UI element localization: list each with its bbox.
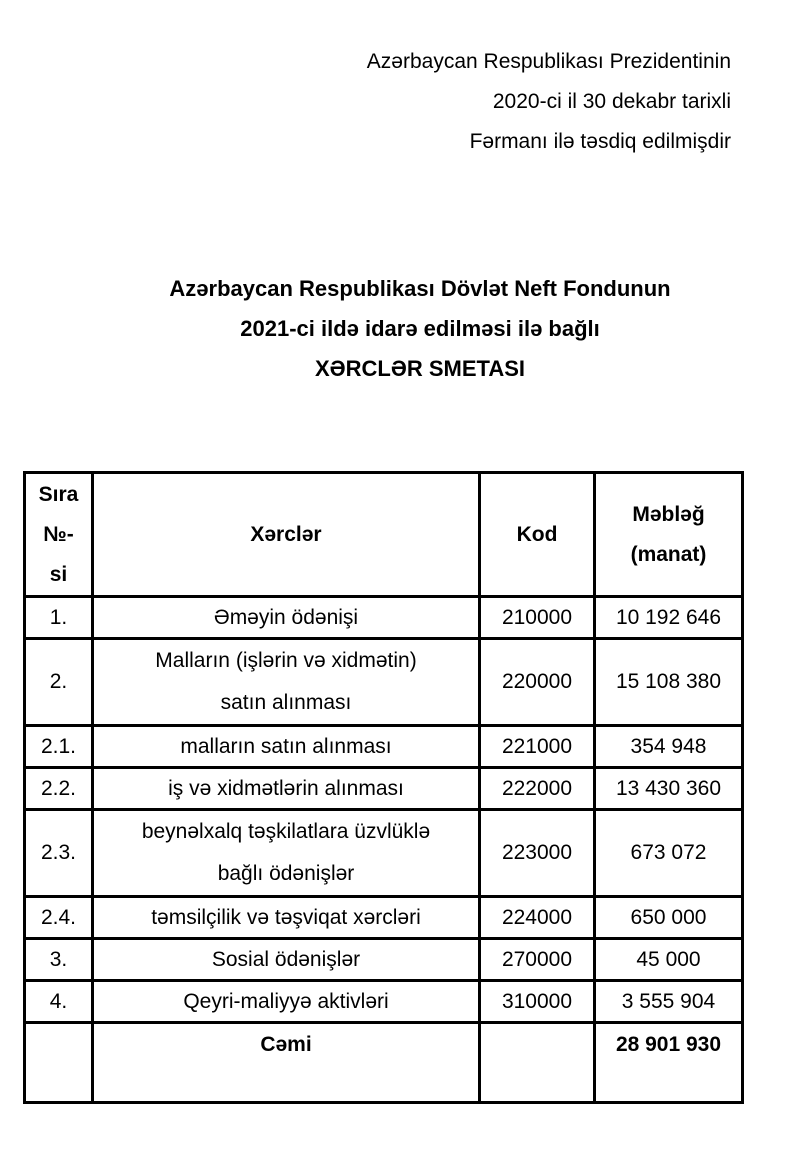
expense-amount: 13 430 360	[595, 768, 743, 810]
header-code: Kod	[480, 473, 595, 597]
approval-note-line: Fərmanı ilə təsdiq edilmişdir	[469, 130, 731, 153]
total-code-empty	[480, 1023, 595, 1103]
expense-amount: 3 555 904	[595, 981, 743, 1023]
table-row	[25, 981, 743, 1023]
expense-amount: 10 192 646	[595, 597, 743, 639]
total-row-number-empty	[25, 1023, 93, 1103]
header-sira-no-line: №-	[43, 522, 74, 546]
expense-name: təmsilçilik və təşviqat xərcləri	[93, 897, 480, 939]
expense-name-line: satın alınması	[220, 691, 352, 714]
document-title	[40, 269, 800, 389]
document-title-line: 2021-ci ildə idarə edilməsi ilə bağlı	[240, 316, 600, 341]
table-header-row	[25, 473, 743, 597]
document-title-line: XƏRCLƏR SMETASI	[315, 356, 525, 381]
table-row	[25, 597, 743, 639]
table-row	[25, 810, 743, 897]
expense-amount: 15 108 380	[595, 639, 743, 726]
row-number: 2.	[25, 639, 93, 726]
row-number: 3.	[25, 939, 93, 981]
header-amount-line: (manat)	[630, 542, 707, 566]
total-label: Cəmi	[93, 1023, 480, 1103]
expense-code: 221000	[480, 726, 595, 768]
header-sira-no	[25, 473, 93, 597]
row-number: 1.	[25, 597, 93, 639]
expense-code: 210000	[480, 597, 595, 639]
approval-note-line: 2020-ci il 30 dekabr tarixli	[492, 90, 731, 113]
expense-code: 224000	[480, 897, 595, 939]
expense-name: Sosial ödənişlər	[93, 939, 480, 981]
expense-name: Qeyri-maliyyə aktivləri	[93, 981, 480, 1023]
expense-name-line: bağlı ödənişlər	[217, 862, 355, 885]
expense-name	[93, 810, 480, 897]
row-number: 2.1.	[25, 726, 93, 768]
header-sira-no-line: si	[49, 562, 68, 586]
expense-amount: 673 072	[595, 810, 743, 897]
table-row	[25, 897, 743, 939]
row-number: 4.	[25, 981, 93, 1023]
expense-code: 310000	[480, 981, 595, 1023]
expense-name: iş və xidmətlərin alınması	[93, 768, 480, 810]
table-row	[25, 768, 743, 810]
row-number: 2.3.	[25, 810, 93, 897]
row-number: 2.2.	[25, 768, 93, 810]
row-number: 2.4.	[25, 897, 93, 939]
approval-note-line: Azərbaycan Respublikası Prezidentinin	[366, 50, 731, 73]
header-expenses: Xərclər	[93, 473, 480, 597]
table-total-row	[25, 1023, 743, 1103]
table-row	[25, 939, 743, 981]
expense-name: malların satın alınması	[93, 726, 480, 768]
expense-name: Əməyin ödənişi	[93, 597, 480, 639]
expense-amount: 354 948	[595, 726, 743, 768]
expense-name	[93, 639, 480, 726]
expense-name-line: beynəlxalq təşkilatlara üzvlüklə	[141, 820, 431, 843]
expense-amount: 45 000	[595, 939, 743, 981]
expense-amount: 650 000	[595, 897, 743, 939]
expense-code: 222000	[480, 768, 595, 810]
table-row	[25, 726, 743, 768]
expense-table	[23, 471, 744, 1104]
header-amount	[595, 473, 743, 597]
table-row	[25, 639, 743, 726]
expense-name-line: Malların (işlərin və xidmətin)	[155, 649, 417, 672]
total-amount: 28 901 930	[595, 1023, 743, 1103]
approval-note	[0, 0, 800, 162]
header-amount-line: Məbləğ	[632, 502, 705, 526]
expense-code: 270000	[480, 939, 595, 981]
header-sira-no-line: Sıra	[38, 482, 79, 506]
expense-code: 223000	[480, 810, 595, 897]
document-title-line: Azərbaycan Respublikası Dövlət Neft Fondunun	[169, 276, 671, 301]
expense-code: 220000	[480, 639, 595, 726]
